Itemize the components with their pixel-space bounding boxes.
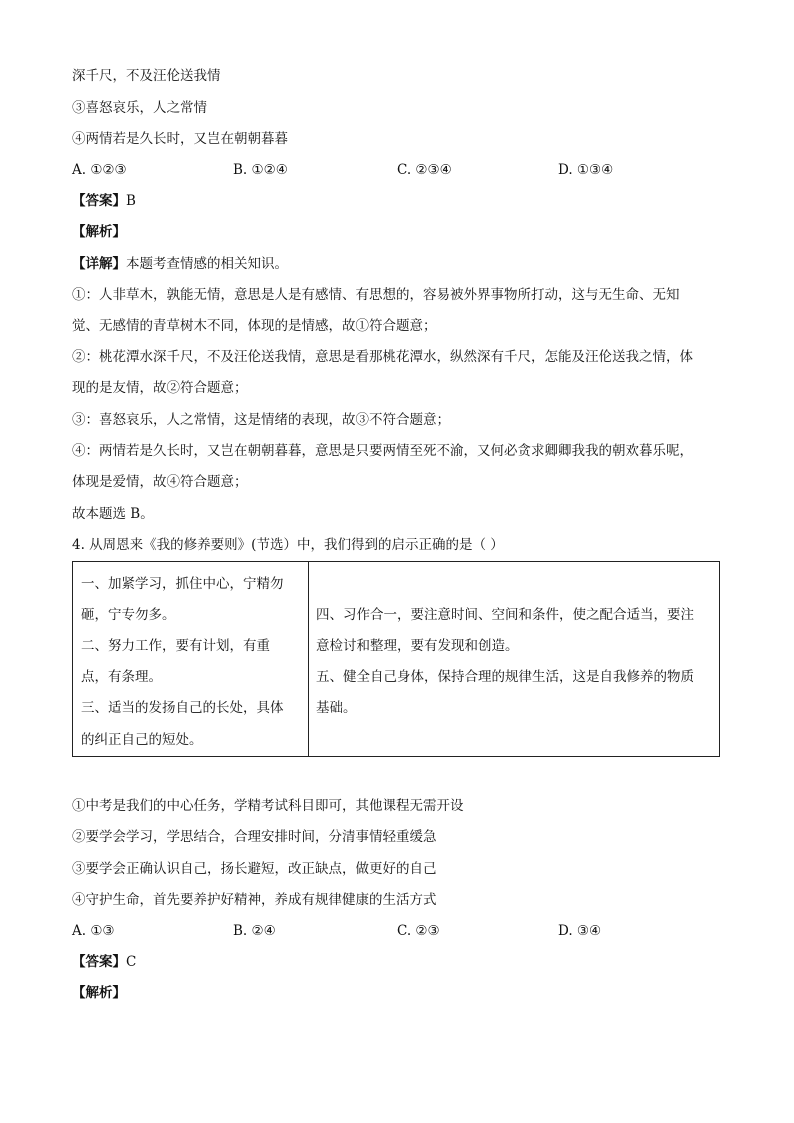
q3-option-a: A. ①②③ [72, 162, 127, 178]
q4-table-left-line: 点，有条理。 [81, 669, 162, 685]
q4-table-right-cell [309, 562, 719, 756]
q3-option-d: D. ①③④ [558, 162, 614, 178]
q4-analysis-label: 【解析】 [72, 985, 126, 1001]
q4-item-4: ④守护生命，首先要养护好精神，养成有规律健康的生活方式 [72, 892, 437, 908]
q3-analysis-p4-line2: 体现是爱情，故④符合题意； [72, 474, 248, 490]
q4-table-right-line: 五、健全自己身体，保持合理的规律生活，这是自我修养的物质 [316, 669, 694, 685]
q3-detail [72, 254, 288, 274]
q4-option-d: D. ③④ [558, 923, 602, 939]
q3-item-3: ③喜怒哀乐，人之常情 [72, 100, 207, 116]
q4-table-left-cell [73, 562, 309, 756]
q4-table-right-line: 四、习作合一，要注意时间、空间和条件，使之配合适当，要注 [316, 607, 694, 623]
q3-answer-label: 【答案】 [72, 193, 126, 209]
q3-stem-continuation: 深千尺，不及汪伦送我情 [72, 68, 221, 84]
q4-option-c: C. ②③ [397, 923, 440, 939]
q4-table-left-line: 的纠正自己的短处。 [81, 732, 203, 748]
q3-analysis-p2-line1: ②：桃花潭水深千尺，不及汪伦送我情，意思是看那桃花潭水，纵然深有千尺，怎能及汪伦送我之情，体 [72, 349, 693, 365]
q3-option-b: B. ①②④ [233, 162, 288, 178]
q3-analysis-p1-line1: ①：人非草木，孰能无情，意思是人是有感情、有思想的，容易被外界事物所打动，这与无生命、无知 [72, 287, 680, 303]
q4-option-a: A. ①③ [72, 923, 115, 939]
q4-answer-value: C [126, 954, 137, 970]
q3-answer [72, 191, 136, 211]
q3-conclusion: 故本题选 B。 [72, 506, 154, 522]
q4-table-left-line: 二、努力工作，要有计划，有重 [81, 638, 270, 654]
q4-table-right-line: 意检讨和整理，要有发现和创造。 [316, 638, 519, 654]
q4-answer-label: 【答案】 [72, 954, 126, 970]
q4-item-2: ②要学会学习，学思结合，合理安排时间，分清事情轻重缓急 [72, 829, 437, 845]
q4-item-3: ③要学会正确认识自己，扬长避短，改正缺点，做更好的自己 [72, 861, 437, 877]
q4-stem: 4. 从周恩来《我的修养要则》(节选）中，我们得到的启示正确的是（ ） [72, 537, 504, 553]
q3-detail-label: 【详解】 [72, 256, 126, 272]
q3-analysis-p3: ③：喜怒哀乐，人之常情，这是情绪的表现，故③不符合题意； [72, 412, 450, 428]
q3-option-c: C. ②③④ [397, 162, 452, 178]
q3-detail-text: 本题考查情感的相关知识。 [126, 256, 288, 272]
q4-option-b: B. ②④ [233, 923, 276, 939]
q4-table-left-line: 三、适当的发扬自己的长处，具体 [81, 700, 284, 716]
q3-analysis-label: 【解析】 [72, 224, 126, 240]
q3-answer-value: B [126, 193, 136, 209]
q3-analysis-p2-line2: 现的是友情，故②符合题意； [72, 380, 248, 396]
q4-table-right-line: 基础。 [316, 700, 357, 716]
q3-item-4: ④两情若是久长时，又岂在朝朝暮暮 [72, 131, 288, 147]
q4-answer [72, 952, 136, 972]
q4-item-1: ①中考是我们的中心任务，学精考试科目即可，其他课程无需开设 [72, 798, 464, 814]
q4-table-left-line: 一、加紧学习，抓住中心，宁精勿 [81, 576, 284, 592]
q3-analysis-p1-line2: 觉、无感情的青草树木不同，体现的是情感，故①符合题意； [72, 318, 437, 334]
q3-analysis-p4-line1: ④：两情若是久长时，又岂在朝朝暮暮，意思是只要两情至死不渝，又何必贪求卿卿我我的朝欢暮乐呢， [72, 443, 693, 459]
q4-table-left-line: 砸，宁专勿多。 [81, 607, 176, 623]
q4-quote-table [72, 561, 720, 757]
